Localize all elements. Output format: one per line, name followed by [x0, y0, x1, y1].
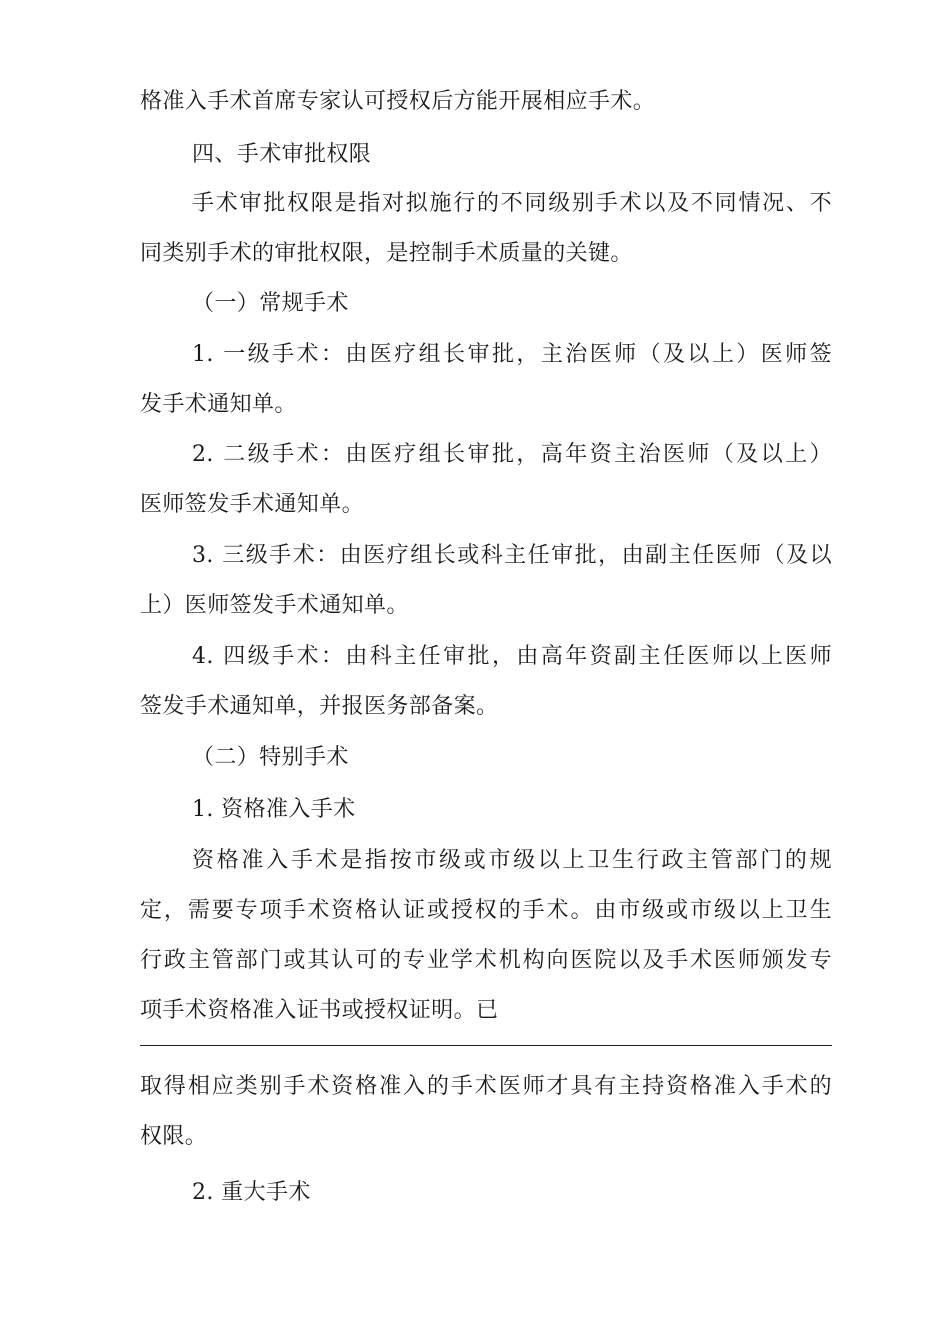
- subsection-heading: （一）常规手术: [192, 291, 349, 316]
- item-heading: 1. 资格准入手术: [192, 797, 356, 822]
- text-line: 格准入手术首席专家认可授权后方能开展相应手术。: [140, 89, 656, 114]
- subsection-heading: （二）特别手术: [192, 745, 349, 770]
- text-line: 上）医师签发手术通知单。: [140, 593, 409, 618]
- text-line: 权限。: [140, 1124, 208, 1149]
- item-heading: 2. 重大手术: [192, 1180, 311, 1205]
- text-line: 签发手术通知单，并报医务部备案。: [140, 694, 499, 719]
- text-line: 1. 一级手术：由医疗组长审批，主治医师（及以上）医师签: [192, 342, 832, 367]
- page-break-rule: [140, 1045, 832, 1046]
- text-line: 4. 四级手术：由科主任审批，由高年资副主任医师以上医师: [192, 644, 832, 669]
- text-line: 定，需要专项手术资格认证或授权的手术。由市级或市级以上卫生: [140, 898, 832, 923]
- text-line: 同类别手术的审批权限，是控制手术质量的关键。: [140, 241, 633, 266]
- text-line: 发手术通知单。: [140, 392, 297, 417]
- text-line: 行政主管部门或其认可的专业学术机构向医院以及手术医师颁发专: [140, 948, 832, 973]
- text-line: 2. 二级手术：由医疗组长审批，高年资主治医师（及以上）: [192, 442, 832, 467]
- text-line: 项手术资格准入证书或授权证明。已: [140, 998, 499, 1023]
- text-line: 医师签发手术通知单。: [140, 492, 365, 517]
- text-line: 3. 三级手术：由医疗组长或科主任审批，由副主任医师（及以: [192, 543, 832, 568]
- text-line: 手术审批权限是指对拟施行的不同级别手术以及不同情况、不: [192, 191, 832, 216]
- text-line: 取得相应类别手术资格准入的手术医师才具有主持资格准入手术的: [140, 1074, 832, 1099]
- text-line: 资格准入手术是指按市级或市级以上卫生行政主管部门的规: [192, 848, 832, 873]
- section-heading: 四、手术审批权限: [192, 142, 372, 167]
